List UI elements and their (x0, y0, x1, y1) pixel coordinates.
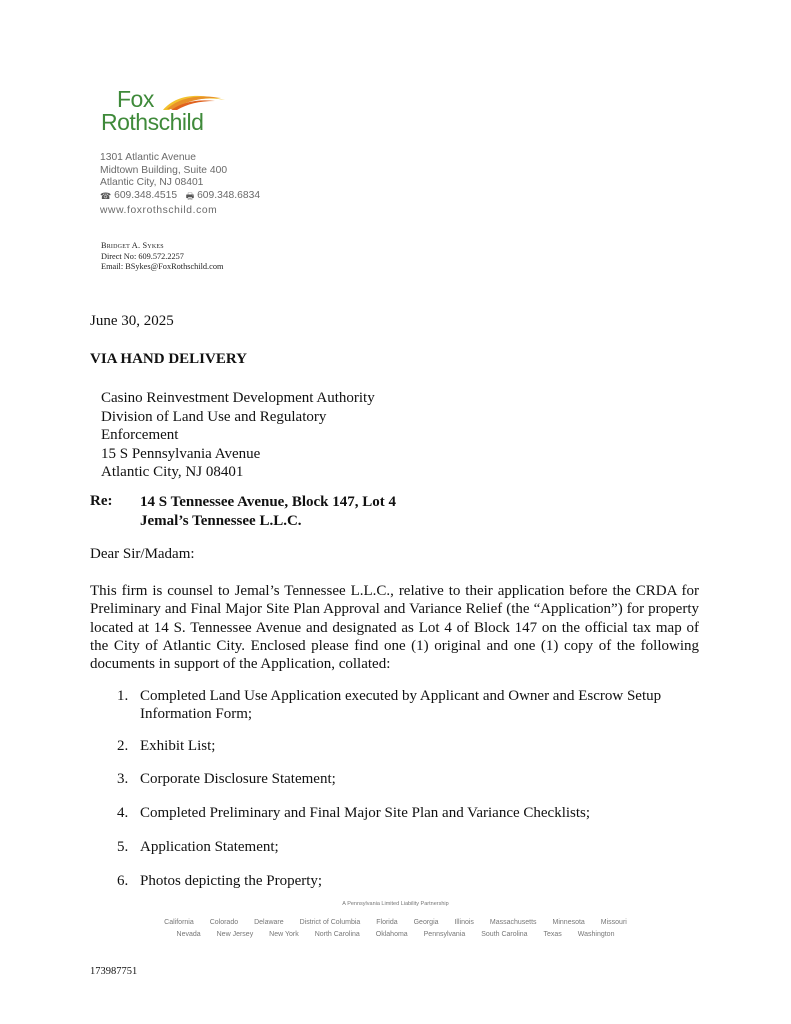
contact-numbers (100, 190, 260, 203)
footer-location: Florida (376, 919, 398, 926)
footer-location: South Carolina (481, 931, 528, 938)
document-number: 173987751 (90, 966, 138, 977)
phone-number: 609.348.4515 (114, 189, 178, 201)
footer-location: Delaware (254, 919, 284, 926)
list-number: 1. (117, 688, 129, 704)
salutation: Dear Sir/Madam: (90, 546, 195, 562)
recipient-line: Casino Reinvestment Development Authority (101, 390, 375, 406)
footer-location: District of Columbia (299, 919, 361, 926)
list-number: 4. (117, 805, 129, 821)
re-line: Jemal’s Tennessee L.L.C. (140, 512, 302, 529)
footer-location: Texas (543, 931, 562, 938)
letter-date: June 30, 2025 (90, 313, 174, 329)
list-text: Photos depicting the Property; (140, 873, 323, 889)
list-number: 3. (117, 771, 129, 787)
logo-text-fox: Fox (117, 86, 154, 112)
footer-location: Nevada (176, 931, 201, 938)
fax-icon: 🖶 (185, 190, 195, 201)
footer-location: Pennsylvania (423, 931, 466, 938)
footer-location: Illinois (454, 919, 474, 926)
list-text: Application Statement; (140, 839, 279, 855)
website-link[interactable]: www.foxrothschild.com (100, 204, 218, 216)
list-text: Corporate Disclosure Statement; (140, 771, 336, 787)
list-text: Exhibit List; (140, 738, 216, 754)
re-line: 14 S Tennessee Avenue, Block 147, Lot 4 (140, 494, 397, 510)
re-label: Re: (90, 493, 113, 509)
footer-location: Minnesota (552, 919, 585, 926)
firm-address (100, 152, 260, 217)
list-number: 5. (117, 839, 129, 855)
delivery-method: VIA HAND DELIVERY (90, 351, 247, 367)
footer-partnership-note: A Pennsylvania Limited Liability Partnership (342, 901, 449, 907)
author-direct: Direct No: 609.572.2257 (101, 251, 184, 261)
list-number: 2. (117, 738, 129, 754)
recipient-line: Atlantic City, NJ 08401 (101, 464, 244, 480)
body-paragraph: This firm is counsel to Jemal’s Tennessee L.L.C., relative to their application before the CRDA for Preliminary and Final Major Site Plan Approval and Variance Relief (the “Application”) for property located at 14 S. Tennessee Avenue and designated as Lot 4 of Block 147 on the official tax map of the City of Atlantic City. Enclosed please find one (1) original and one (1) copy of the following documents in support of the Application, collated: (90, 583, 699, 673)
footer-location: North Carolina (314, 931, 360, 938)
list-number: 6. (117, 873, 129, 889)
recipient-address (101, 389, 375, 482)
recipient-line: Division of Land Use and Regulatory (101, 408, 327, 425)
recipient-line: Enforcement (101, 427, 179, 443)
list-text: Completed Preliminary and Final Major Site Plan and Variance Checklists; (140, 805, 591, 821)
footer-location: Washington (577, 931, 615, 938)
recipient-line: 15 S Pennsylvania Avenue (101, 445, 261, 462)
address-city: Atlantic City, NJ 08401 (100, 177, 204, 188)
footer-locations-row-1 (0, 919, 791, 926)
footer-location: Colorado (209, 919, 239, 926)
phone-icon: ☎ (100, 190, 112, 201)
address-street: 1301 Atlantic Avenue (100, 152, 196, 163)
footer-location: Oklahoma (375, 931, 408, 938)
firm-logo (101, 88, 231, 136)
logo-text-rothschild: Rothschild (101, 109, 204, 135)
author-block (101, 241, 223, 273)
footer-locations-row-2 (0, 931, 791, 938)
footer-location: Georgia (413, 919, 439, 926)
re-subject (140, 493, 396, 530)
footer-location: New Jersey (216, 931, 254, 938)
fax-number: 609.348.6834 (197, 189, 261, 201)
list-text: Completed Land Use Application executed by Applicant and Owner and Escrow Setup Information Form; (140, 688, 662, 723)
footer-location: Massachusetts (489, 919, 537, 926)
author-email[interactable]: Email: BSykes@FoxRothschild.com (101, 262, 224, 271)
address-building: Midtown Building, Suite 400 (100, 164, 228, 176)
author-name: Bridget A. Sykes (101, 241, 164, 250)
footer-location: New York (269, 931, 299, 938)
footer-location: California (164, 919, 194, 926)
footer-location: Missouri (600, 919, 627, 926)
